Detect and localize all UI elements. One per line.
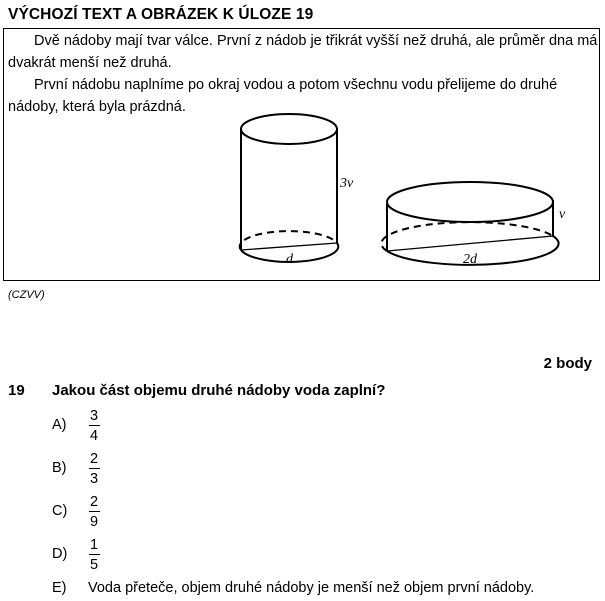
option-d-numerator: 1 bbox=[89, 537, 99, 553]
diameter-label-wide: 2d bbox=[463, 252, 477, 267]
option-a-numerator: 3 bbox=[89, 408, 99, 424]
option-c-numerator: 2 bbox=[89, 494, 99, 510]
option-c-letter: C) bbox=[52, 503, 68, 519]
option-d-denominator: 5 bbox=[89, 557, 99, 573]
section-heading: VÝCHOZÍ TEXT A OBRÁZEK K ÚLOZE 19 bbox=[8, 6, 314, 23]
question-text: Jakou část objemu druhé nádoby voda zaplní? bbox=[52, 382, 386, 399]
height-label-wide: v bbox=[559, 207, 566, 222]
option-a-letter: A) bbox=[52, 417, 67, 433]
option-a-fraction bbox=[88, 408, 100, 444]
option-b-letter: B) bbox=[52, 460, 67, 476]
option-c-fraction bbox=[88, 494, 100, 530]
question-number: 19 bbox=[8, 382, 25, 399]
option-d-letter: D) bbox=[52, 546, 68, 562]
diameter-label-tall: d bbox=[286, 252, 293, 267]
option-b-denominator: 3 bbox=[89, 471, 99, 487]
option-c-denominator: 9 bbox=[89, 514, 99, 530]
option-b-fraction bbox=[88, 451, 100, 487]
option-e-text: Voda přeteče, objem druhé nádoby je menší než objem první nádoby. bbox=[88, 580, 535, 596]
intro-paragraph-2: První nádobu naplníme po okraj vodou a potom všechnu vodu přelijeme do druhé nádoby, která byla prázdná. bbox=[8, 77, 558, 115]
fraction-bar bbox=[89, 511, 100, 512]
height-label-tall: 3v bbox=[340, 176, 354, 191]
option-e-letter: E) bbox=[52, 580, 67, 596]
fraction-bar bbox=[89, 468, 100, 469]
intro-paragraph-1: Dvě nádoby mají tvar válce. První z nádob je třikrát vyšší než druhá, ale průměr dna má dvakrát menší než druhá. bbox=[8, 33, 598, 71]
option-a-denominator: 4 bbox=[89, 428, 99, 444]
option-d-fraction bbox=[88, 537, 100, 573]
source-note: (CZVV) bbox=[8, 289, 45, 301]
option-b-numerator: 2 bbox=[89, 451, 99, 467]
points-label: 2 body bbox=[543, 355, 592, 372]
fraction-bar bbox=[89, 425, 100, 426]
fraction-bar bbox=[89, 554, 100, 555]
